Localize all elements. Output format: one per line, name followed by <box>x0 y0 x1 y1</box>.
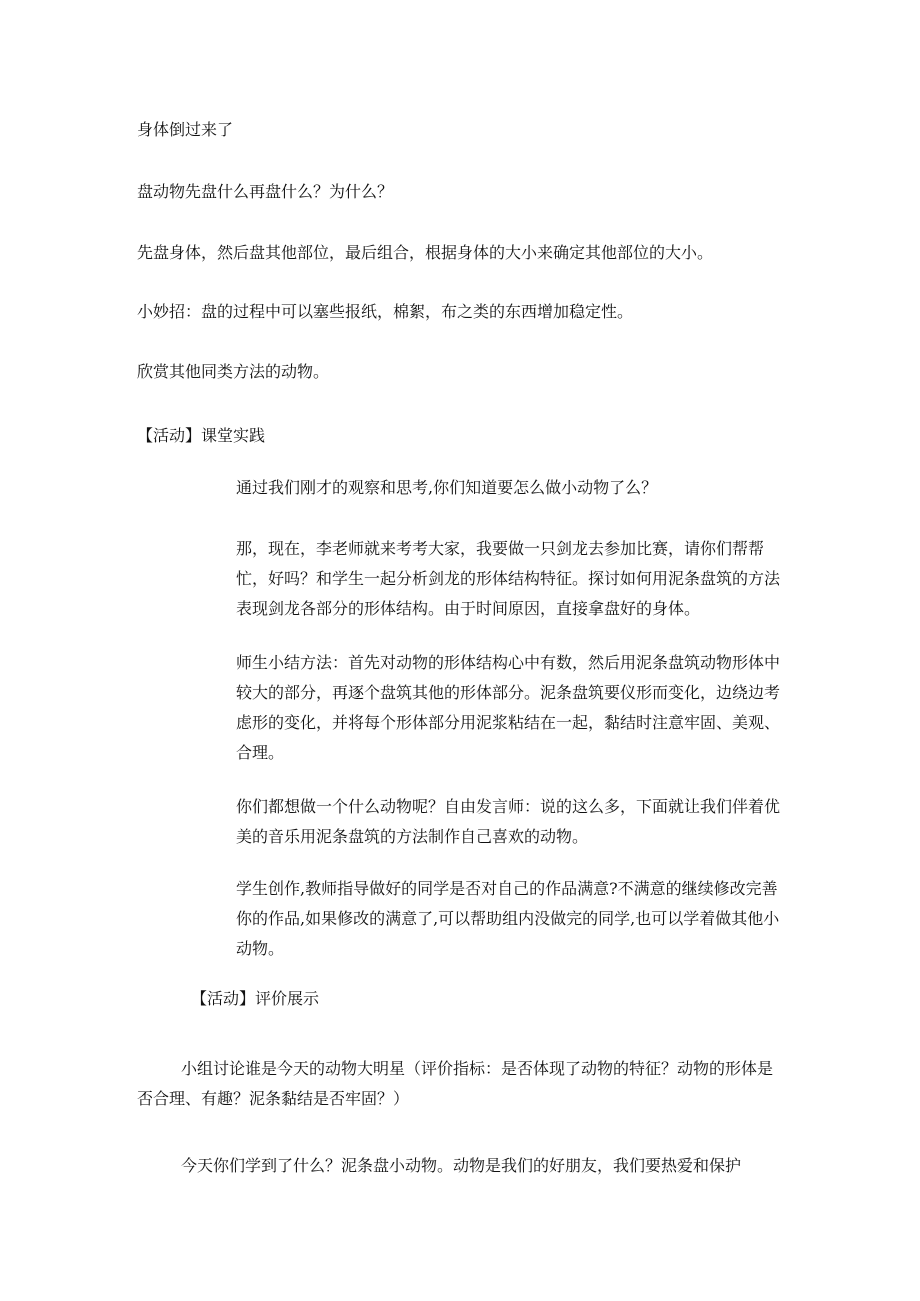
text-line-4: 小妙招：盘的过程中可以塞些报纸，棉絮，布之类的东西增加稳定性。 <box>137 302 634 321</box>
section-heading-practice: 【活动】课堂实践 <box>137 426 266 445</box>
practice-paragraph-2: 那，现在，李老师就来考考大家，我要做一只剑龙去参加比赛，请你们帮帮忙，好吗？和学生一起分析剑龙的形体结构特征。探讨如何用泥条盘筑的方法表现剑龙各部分的形体结构。由于时间原因，直接拿盘好的身体。 <box>236 539 781 618</box>
practice-paragraph-4: 你们都想做一个什么动物呢？自由发言师：说的这么多，下面就让我们伴着优美的音乐用泥条盘筑的方法制作自己喜欢的动物。 <box>236 797 781 846</box>
evaluation-paragraph-2: 今天你们学到了什么？泥条盘小动物。动物是我们的好朋友，我们要热爱和保护 <box>181 1156 742 1175</box>
evaluation-paragraph-1: 小组讨论谁是今天的动物大明星（评价指标：是否体现了动物的特征？动物的形体是否合理、有趣？泥条黏结是否牢固？） <box>137 1059 774 1108</box>
text-line-2: 盘动物先盘什么再盘什么？为什么？ <box>137 182 394 201</box>
text-line-5: 欣赏其他同类方法的动物。 <box>137 362 330 381</box>
practice-paragraph-5: 学生创作,教师指导做好的同学是否对自己的作品满意?不满意的继续修改完善你的作品,如果修改的满意了,可以帮助组内没做完的同学,也可以学着做其他小动物。 <box>236 879 780 958</box>
text-line-3: 先盘身体，然后盘其他部位，最后组合，根据身体的大小来确定其他部位的大小。 <box>137 243 714 262</box>
section-heading-evaluation: 【活动】评价展示 <box>191 989 320 1008</box>
practice-paragraph-3: 师生小结方法：首先对动物的形体结构心中有数，然后用泥条盘筑动物形体中较大的部分，再逐个盘筑其他的形体部分。泥条盘筑要仪形而变化，边绕边考虑形的变化，并将每个形体部分用泥浆粘结在一起，黏结时注意牢固、美观、合理。 <box>236 653 781 762</box>
text-line-1: 身体倒过来了 <box>137 120 234 139</box>
practice-paragraph-1: 通过我们刚才的观察和思考,你们知道要怎么做小动物了么？ <box>236 478 658 497</box>
